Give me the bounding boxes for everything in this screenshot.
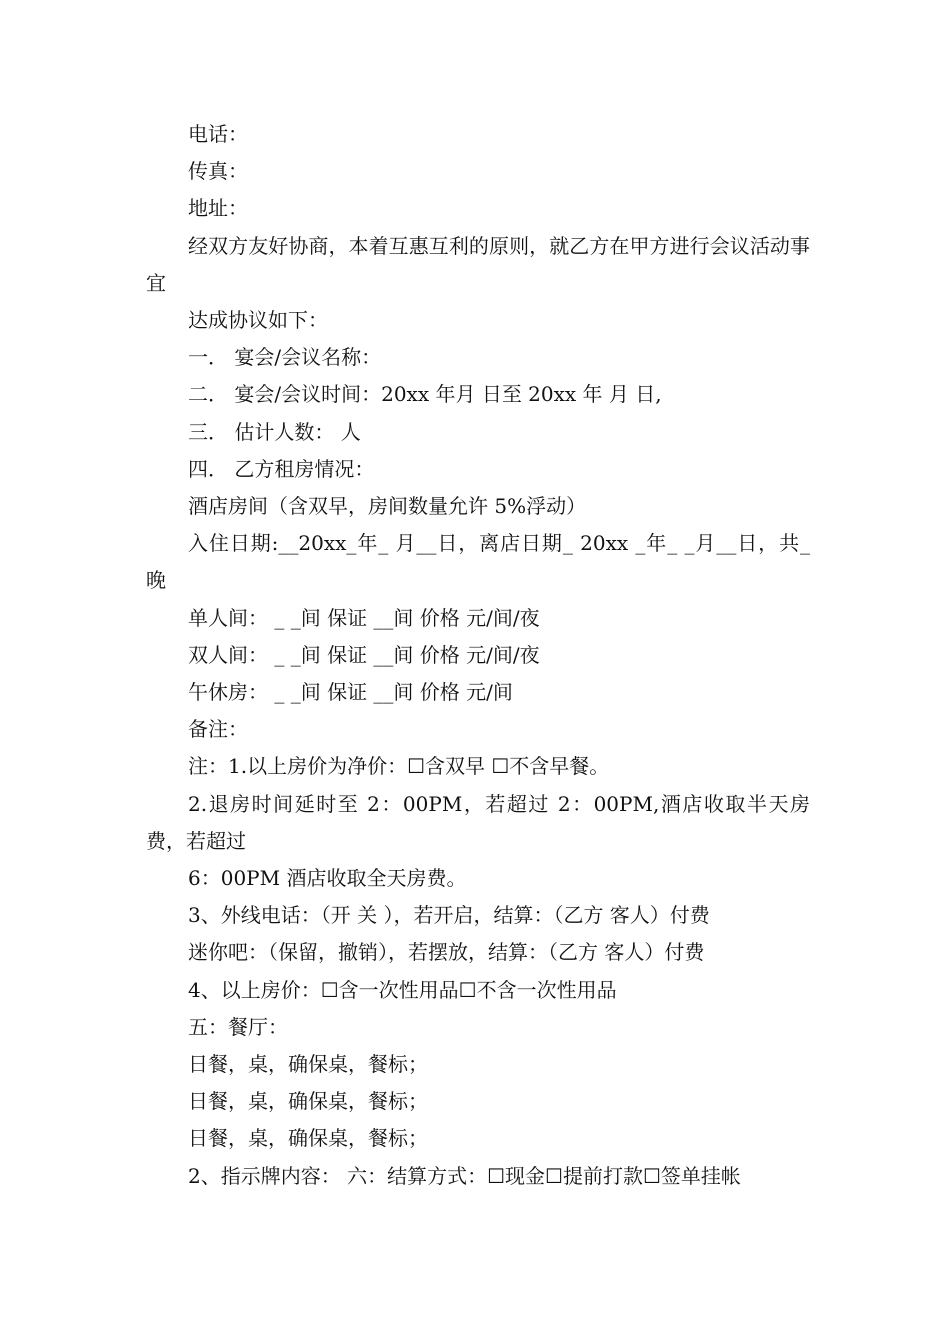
- phone-label: 电话：: [188, 122, 248, 146]
- hotel-room-note: 酒店房间（含双早，房间数量允许 5%浮动）: [188, 494, 587, 519]
- note-2-late-checkout-paragraph: 2.退房时间延时至 2：00PM，若超过 2：00PM,酒店收取半天房费，若超过: [146, 791, 810, 853]
- signage-and-settlement-paragraph: 2、指示牌内容： 六：结算方式：☐现金☐提前打款☐签单挂帐: [188, 1163, 741, 1188]
- remarks-label: 备注：: [188, 717, 248, 742]
- single-room-line: 单人间： _ _间 保证 __间 价格 元/间/夜: [188, 605, 540, 630]
- double-room-line: 双人间： _ _间 保证 __间 价格 元/间/夜: [188, 642, 540, 667]
- agreement-lead-line: 达成协议如下：: [188, 308, 328, 333]
- note-2-full-day-charge: 6：00PM 酒店收取全天房费。: [188, 866, 467, 891]
- meal-line-2: 日餐，桌，确保桌，餐标；: [188, 1089, 428, 1114]
- agreement-intro-paragraph: 经双方友好协商，本着互惠互利的原则，就乙方在甲方进行会议活动事宜: [146, 233, 810, 295]
- note-4-amenities: 4、以上房价：☐含一次性用品☐不含一次性用品: [188, 977, 617, 1002]
- checkin-checkout-paragraph: 入住日期:__20xx_年_ 月__日，离店日期_ 20xx _年_ _月__日，共_ 晚: [146, 531, 810, 593]
- section-5-restaurant: 五：餐厅：: [188, 1014, 288, 1039]
- document-page: [146, 116, 810, 1195]
- minibar-line: 迷你吧：（保留，撤销），若摆放，结算：（乙方 客人）付费: [188, 940, 705, 965]
- address-label: 地址：: [188, 196, 248, 221]
- section-3-headcount: 三． 估计人数： 人: [188, 419, 361, 444]
- meal-line-3: 日餐，桌，确保桌，餐标；: [188, 1126, 428, 1151]
- section-2-event-time: 二． 宴会/会议时间：20xx 年月 日至 20xx 年 月 日,: [188, 382, 662, 407]
- day-use-room-line: 午休房： _ _间 保证 __间 价格 元/间: [188, 680, 513, 705]
- section-4-room-rental: 四． 乙方租房情况：: [188, 456, 375, 481]
- meal-line-1: 日餐，桌，确保桌，餐标；: [188, 1052, 428, 1077]
- section-1-event-name: 一． 宴会/会议名称：: [188, 345, 382, 370]
- note-1-net-price: 注：1.以上房价为净价：☐含双早 ☐不含早餐。: [188, 754, 610, 779]
- note-3-outside-phone: 3、外线电话：（开 关 ），若开启，结算：（乙方 客人）付费: [188, 903, 710, 928]
- fax-label: 传真：: [188, 159, 248, 184]
